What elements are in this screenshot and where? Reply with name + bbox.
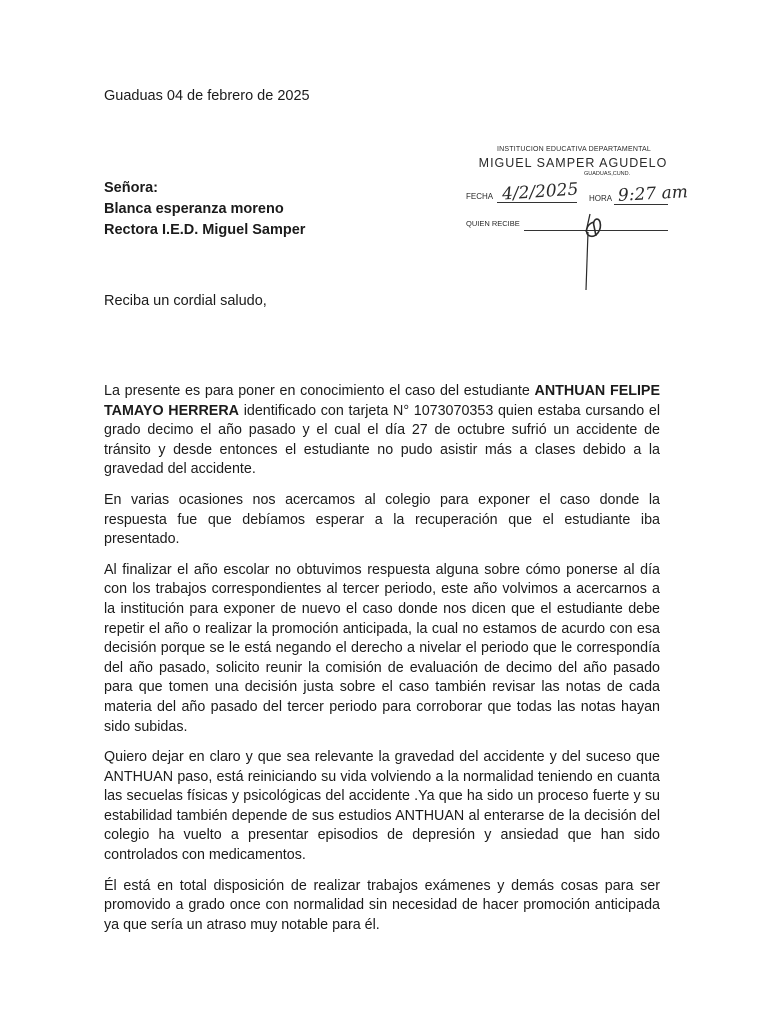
paragraph-5: Él está en total disposición de realizar trabajos exámenes y demás cosas para ser promovido a grado once con normalidad sin necesidad de hacer promoción anticipada ya que sería un atraso muy notable para él.: [104, 877, 660, 933]
paragraph-1: [104, 382, 660, 480]
stamp-hora-label: HORA: [589, 194, 613, 203]
stamp-hora-value: 9:27 am: [617, 182, 689, 206]
student-name: ANTHUAN FELIPE TAMAYO HERRERA: [104, 383, 661, 419]
paragraph-1-rest: identificado con tarjeta N° 1073070353 quien estaba cursando el grado decimo el año pasado y el cual el día 27 de octubre sufrió un accidente de tránsito y desde entonces el estudiante no pudo asistir más a clases debido a la gravedad del accidente.: [104, 402, 660, 478]
letter-body: [104, 382, 660, 946]
recipient-position: Rectora I.E.D. Miguel Samper: [104, 222, 306, 238]
letter-date: Guaduas 04 de febrero de 2025: [104, 88, 310, 104]
paragraph-1-intro: La presente es para poner en conocimiento el caso del estudiante: [104, 383, 535, 399]
paragraph-3: Al finalizar el año escolar no obtuvimos respuesta alguna sobre cómo ponerse al día con los trabajos correspondientes al tercer periodo, este año volvimos a acercarnos a la institución para exponer de nuevo el caso donde nos dicen que el estudiante debe repetir el año o realizar la promoción anticipada, la cual no estamos de acurdo con esa decisión porque se le está negando el derecho a nivelar el periodo que le correspondía del año pasado, solicito reunir la comisión de evaluación de decimo del año pasado para que tomen una decisión justa sobre el caso también revisar las notas de cada materia del año pasado del tercer periodo para corroborar que todas las notas hayan sido subidas.: [104, 561, 660, 735]
stamp-quien-recibe-label: QUIEN RECIBE: [466, 219, 520, 228]
paragraph-4: Quiero dejar en claro y que sea relevante la gravedad del accidente y del suceso que ANTHUAN paso, está reiniciando su vida volviendo a la normalidad teniendo en cuanta las secuelas físicas y psicológicas del accidente .Ya que ha sido un proceso fuerte y su estabilidad también depende de sus estudios ANTHUAN al enterarse de la decisión del colegio ha vuelto a presentar episodios de depresión y ansiedad que han sido controlados con medicamentos.: [104, 749, 660, 864]
recipient-name: Blanca esperanza moreno: [104, 201, 284, 217]
greeting: Reciba un cordial saludo,: [104, 293, 267, 309]
stamp-fecha-label: FECHA: [466, 192, 494, 201]
recipient-title: Señora:: [104, 180, 158, 196]
stamp-city: GUADUAS,CUND.: [584, 171, 631, 177]
reception-stamp: [464, 146, 689, 296]
stamp-institution: INSTITUCION EDUCATIVA DEPARTAMENTAL: [496, 146, 652, 153]
recipient-block: [104, 178, 305, 241]
stamp-school-name: MIGUEL SAMPER AGUDELO: [478, 156, 668, 170]
handwritten-signature: [576, 202, 616, 292]
paragraph-2: En varias ocasiones nos acercamos al colegio para exponer el caso donde la respuesta fue que debíamos esperar a la recuperación que el estudiante iba presentado.: [104, 491, 660, 548]
stamp-fecha-value: 4/2/2025: [501, 179, 579, 205]
